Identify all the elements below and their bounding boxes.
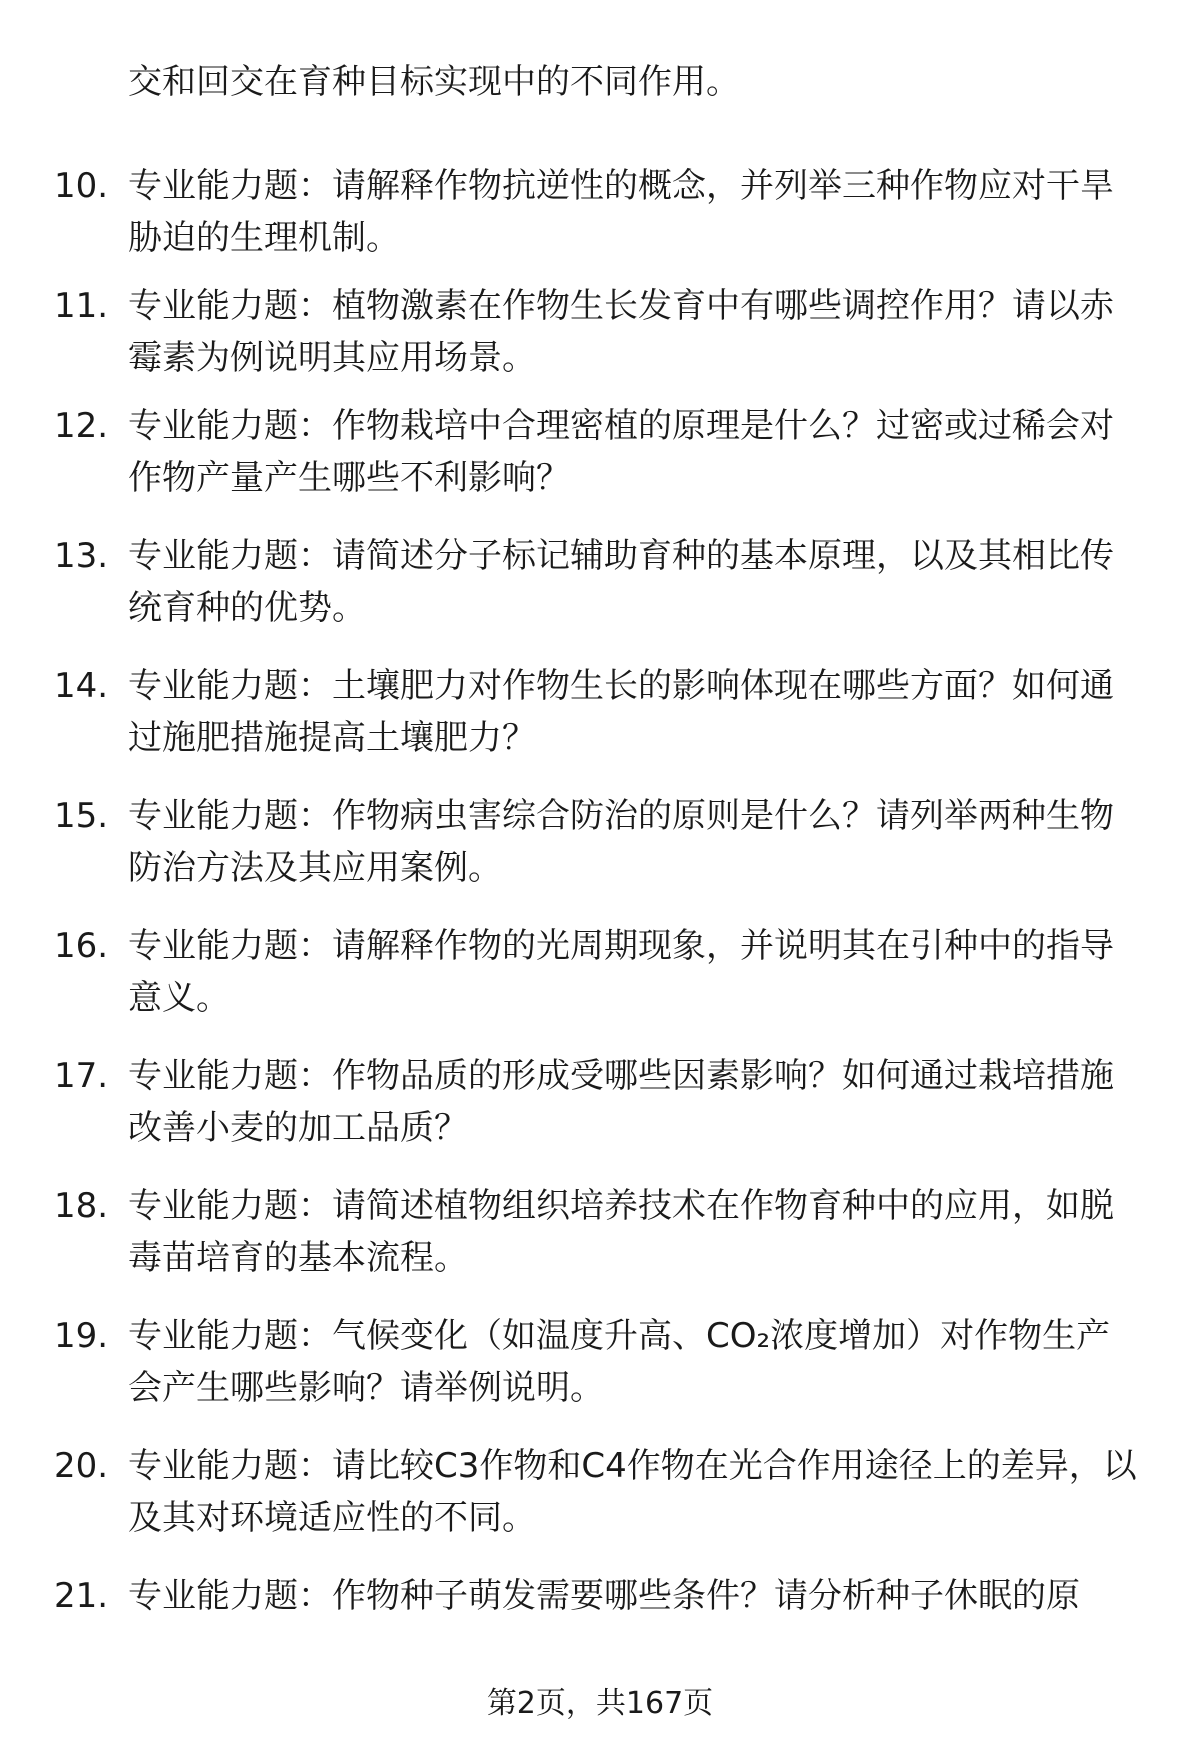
question-number: 21. — [54, 1576, 109, 1616]
question-text: 专业能力题：请简述分子标记辅助育种的基本原理，以及其相比传统育种的优势。 — [128, 536, 1114, 628]
question-number: 12. — [54, 406, 109, 446]
question-text: 专业能力题：请解释作物的光周期现象，并说明其在引种中的指导意义。 — [128, 926, 1114, 1018]
question-text: 专业能力题：请简述植物组织培养技术在作物育种中的应用，如脱毒苗培育的基本流程。 — [128, 1186, 1114, 1278]
question-text: 专业能力题：气候变化（如温度升高、CO₂浓度增加）对作物生产会产生哪些影响？请举例说明。 — [128, 1316, 1111, 1408]
question-text: 专业能力题：作物品质的形成受哪些因素影响？如何通过栽培措施改善小麦的加工品质？ — [128, 1056, 1114, 1148]
question-number: 17. — [54, 1056, 109, 1096]
question-number: 10. — [54, 166, 109, 206]
continuation-text: 交和回交在育种目标实现中的不同作用。 — [128, 62, 740, 102]
question-number: 14. — [54, 666, 109, 706]
question-text: 专业能力题：作物种子萌发需要哪些条件？请分析种子休眠的原 — [128, 1576, 1080, 1616]
question-text: 专业能力题：作物栽培中合理密植的原理是什么？过密或过稀会对作物产量产生哪些不利影响？ — [128, 406, 1114, 498]
question-number: 13. — [54, 536, 109, 576]
question-number: 11. — [54, 286, 109, 326]
page-footer: 第2页，共167页 — [486, 1686, 714, 1721]
question-text: 专业能力题：请比较C3作物和C4作物在光合作用途径上的差异，以及其对环境适应性的不同。 — [128, 1446, 1137, 1538]
question-text: 专业能力题：土壤肥力对作物生长的影响体现在哪些方面？如何通过施肥措施提高土壤肥力？ — [128, 666, 1114, 758]
question-number: 20. — [54, 1446, 109, 1486]
question-text: 专业能力题：植物激素在作物生长发育中有哪些调控作用？请以赤霉素为例说明其应用场景。 — [128, 286, 1114, 378]
question-text: 专业能力题：作物病虫害综合防治的原则是什么？请列举两种生物防治方法及其应用案例。 — [128, 796, 1114, 888]
question-text: 专业能力题：请解释作物抗逆性的概念，并列举三种作物应对干旱胁迫的生理机制。 — [128, 166, 1114, 258]
question-number: 15. — [54, 796, 109, 836]
question-number: 18. — [54, 1186, 109, 1226]
question-number: 19. — [54, 1316, 109, 1356]
question-number: 16. — [54, 926, 109, 966]
